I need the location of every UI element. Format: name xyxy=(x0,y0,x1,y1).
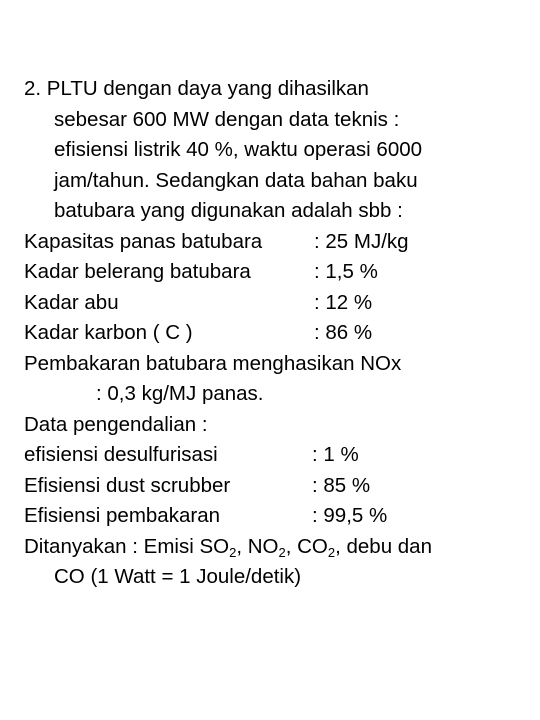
nox-value: : 0,3 kg/MJ panas. xyxy=(96,382,264,405)
coal-sulfur-content xyxy=(24,257,524,288)
intro-line-3: efisiensi listrik 40 %, waktu operasi 6000 xyxy=(54,138,423,161)
co2-subscript: 2 xyxy=(327,544,336,560)
problem-text xyxy=(24,74,524,593)
so2-subscript: 2 xyxy=(229,544,237,560)
question-mid-1: , NO xyxy=(236,534,279,558)
desulfurization-efficiency-label: efisiensi desulfurisasi xyxy=(24,443,218,466)
question-line-1 xyxy=(24,532,524,563)
coal-carbon-content xyxy=(24,318,524,349)
question-line-2: CO (1 Watt = 1 Joule/detik) xyxy=(54,565,302,588)
intro-line-2: sebesar 600 MW dengan data teknis : xyxy=(54,107,400,131)
coal-ash-content xyxy=(24,288,524,319)
dust-scrubber-efficiency-value: : 85 % xyxy=(312,473,371,497)
combustion-efficiency-label: Efisiensi pembakaran xyxy=(24,504,220,527)
question-prefix: Ditanyakan : Emisi SO xyxy=(24,534,230,558)
desulfurization-efficiency xyxy=(24,440,524,471)
coal-heat-capacity xyxy=(24,227,524,258)
desulfurization-efficiency-value: : 1 % xyxy=(312,443,359,466)
coal-ash-content-label: Kadar abu xyxy=(24,290,119,314)
control-heading: Data pengendalian : xyxy=(24,412,208,436)
nox-line: Pembakaran batubara menghasikan NOx xyxy=(24,351,402,375)
coal-ash-content-value: : 12 % xyxy=(314,290,373,314)
coal-sulfur-content-value: : 1,5 % xyxy=(314,260,378,283)
coal-carbon-content-value: : 86 % xyxy=(314,321,373,344)
coal-heat-capacity-value: : 25 MJ/kg xyxy=(314,229,409,253)
dust-scrubber-efficiency xyxy=(24,471,524,502)
coal-sulfur-content-label: Kadar belerang batubara xyxy=(24,260,251,283)
intro-line-4: jam/tahun. Sedangkan data bahan baku xyxy=(54,168,418,192)
question-suffix: , debu dan xyxy=(335,534,432,558)
intro-line-5: batubara yang digunakan adalah sbb : xyxy=(54,199,403,222)
no2-subscript: 2 xyxy=(278,544,286,560)
coal-carbon-content-label: Kadar karbon ( C ) xyxy=(24,321,193,344)
combustion-efficiency-value: : 99,5 % xyxy=(312,504,388,527)
question-mid-2: , CO xyxy=(285,534,328,558)
dust-scrubber-efficiency-label: Efisiensi dust scrubber xyxy=(24,473,231,497)
coal-heat-capacity-label: Kapasitas panas batubara xyxy=(24,229,263,253)
intro-line-1: 2. PLTU dengan daya yang dihasilkan xyxy=(24,77,369,100)
combustion-efficiency xyxy=(24,501,524,532)
